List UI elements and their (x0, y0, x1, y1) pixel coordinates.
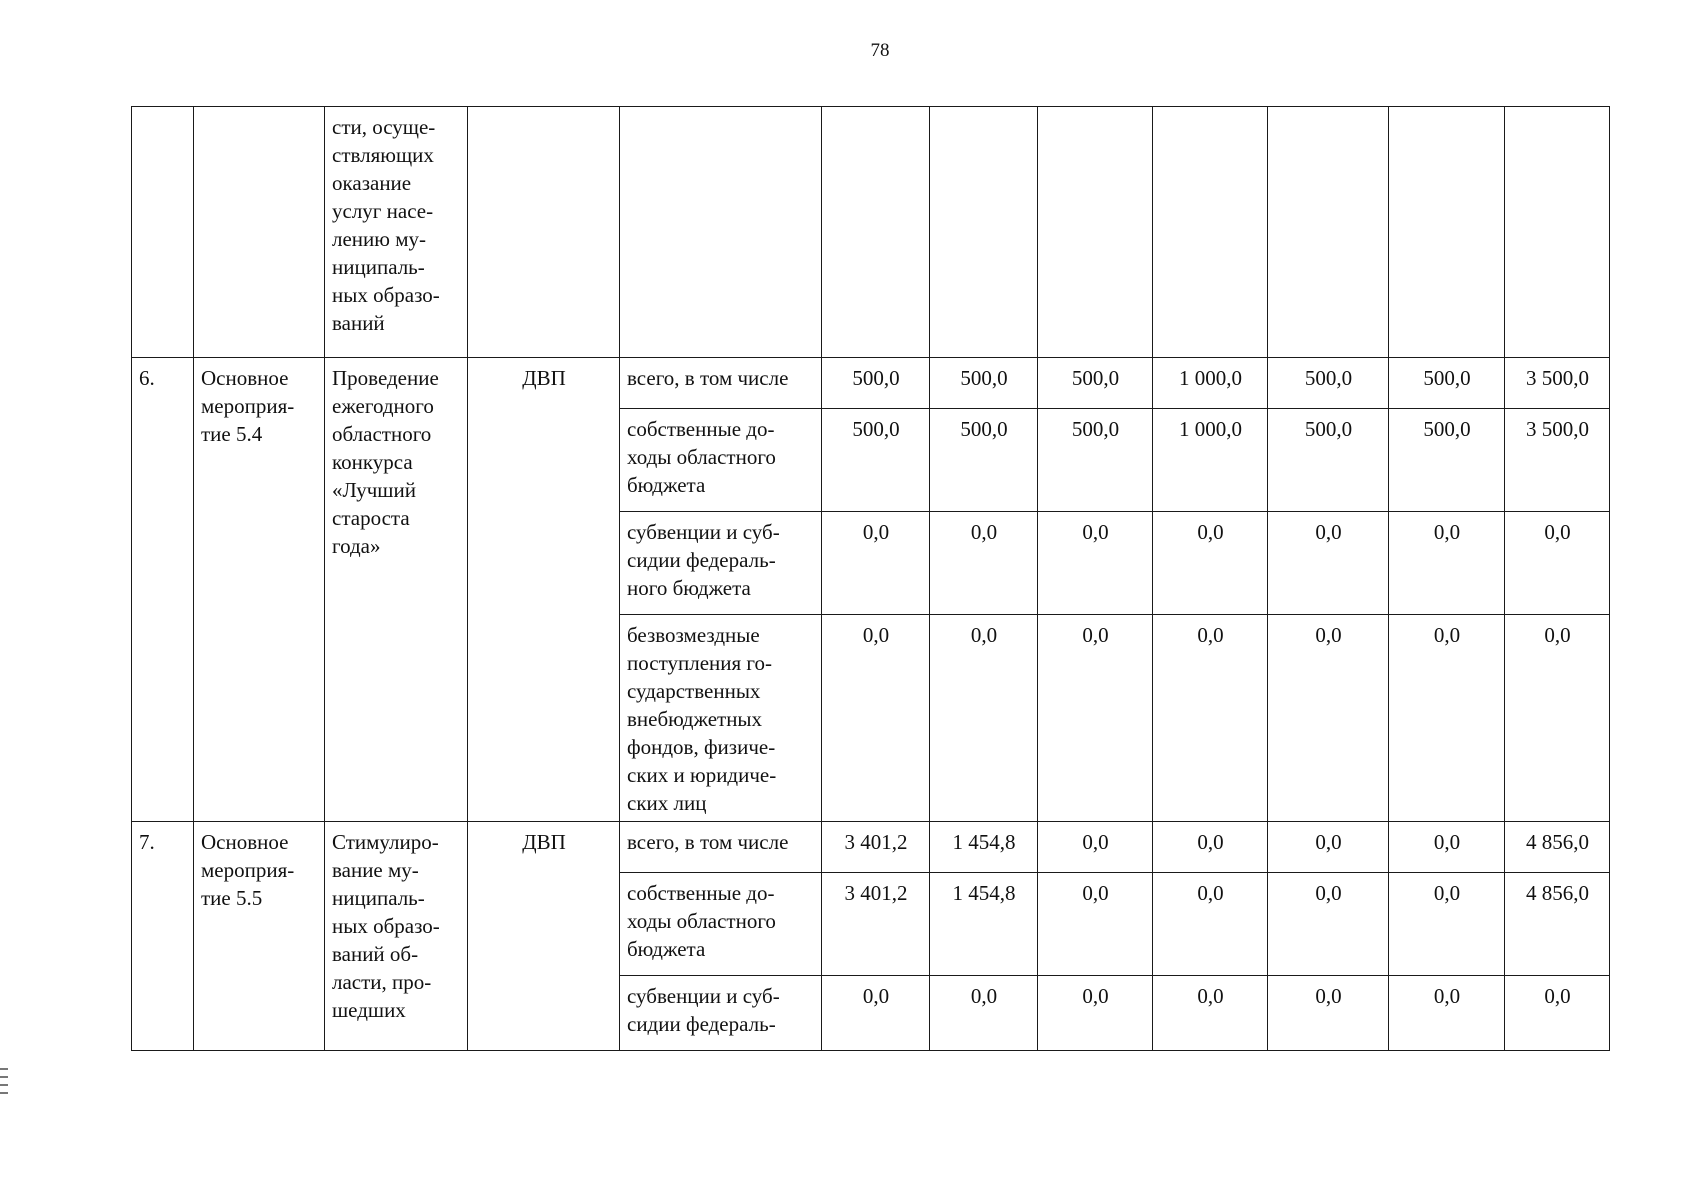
scan-mark (0, 1068, 8, 1070)
cell-value: 0,0 (1268, 873, 1389, 976)
cell-value: 0,0 (1153, 822, 1268, 873)
table-row (132, 107, 1610, 358)
scan-margin-marks (0, 1068, 10, 1100)
cell-value (1268, 107, 1389, 358)
cell-value: 0,0 (1268, 615, 1389, 822)
cell-value: 500,0 (930, 409, 1038, 512)
cell-value (1038, 107, 1153, 358)
cell-source: всего, в том числе (620, 822, 822, 873)
cell-executor: ДВП (468, 358, 620, 822)
cell-type: Основное мероприя- тие 5.4 (194, 358, 325, 822)
table-row (132, 822, 1610, 873)
page-number: 78 (870, 40, 890, 61)
cell-value: 0,0 (1389, 976, 1505, 1051)
cell-value: 0,0 (1505, 512, 1610, 615)
cell-value: 0,0 (1389, 512, 1505, 615)
cell-value: 0,0 (1153, 615, 1268, 822)
cell-value: 500,0 (822, 358, 930, 409)
cell-num: 7. (132, 822, 194, 1051)
scan-mark (0, 1092, 8, 1094)
cell-value: 0,0 (1038, 976, 1153, 1051)
cell-value: 0,0 (930, 615, 1038, 822)
cell-type: Основное мероприя- тие 5.5 (194, 822, 325, 1051)
cell-num (132, 107, 194, 358)
table-row (132, 358, 1610, 409)
cell-type (194, 107, 325, 358)
cell-value: 0,0 (1038, 873, 1153, 976)
cell-value: 500,0 (930, 358, 1038, 409)
scan-mark (0, 1076, 8, 1078)
cell-value: 3 401,2 (822, 873, 930, 976)
cell-value: 4 856,0 (1505, 873, 1610, 976)
cell-value: 500,0 (1389, 358, 1505, 409)
cell-source: субвенции и суб- сидии федераль- ного бюджета (620, 512, 822, 615)
cell-value: 0,0 (1268, 822, 1389, 873)
cell-value: 0,0 (822, 512, 930, 615)
cell-value (1389, 107, 1505, 358)
cell-value: 0,0 (1389, 822, 1505, 873)
cell-value: 0,0 (1038, 822, 1153, 873)
cell-executor (468, 107, 620, 358)
cell-source: субвенции и суб- сидии федераль- (620, 976, 822, 1051)
scan-mark (0, 1084, 8, 1086)
cell-value: 500,0 (1038, 409, 1153, 512)
cell-value: 0,0 (822, 615, 930, 822)
cell-name: Стимулиро- вание му- ниципаль- ных образо- ваний об- ласти, про- шедших (325, 822, 468, 1051)
cell-source: всего, в том числе (620, 358, 822, 409)
cell-value: 0,0 (1268, 976, 1389, 1051)
cell-value: 500,0 (1268, 409, 1389, 512)
cell-value: 0,0 (822, 976, 930, 1051)
cell-value: 500,0 (822, 409, 930, 512)
cell-value: 3 500,0 (1505, 358, 1610, 409)
cell-value: 500,0 (1268, 358, 1389, 409)
cell-value: 0,0 (1038, 512, 1153, 615)
cell-value: 0,0 (1153, 873, 1268, 976)
cell-value: 3 500,0 (1505, 409, 1610, 512)
cell-value: 0,0 (930, 976, 1038, 1051)
cell-value (1153, 107, 1268, 358)
cell-value: 0,0 (1153, 976, 1268, 1051)
cell-value: 1 454,8 (930, 822, 1038, 873)
cell-value: 500,0 (1389, 409, 1505, 512)
cell-source (620, 107, 822, 358)
cell-source: безвозмездные поступления го- сударственных внебюджетных фондов, физиче- ских и юридиче- ских лиц (620, 615, 822, 822)
cell-value: 0,0 (1038, 615, 1153, 822)
cell-name: сти, осуще- ствляющих оказание услуг насе- лению му- ниципаль- ных образо- ваний (325, 107, 468, 358)
cell-value (930, 107, 1038, 358)
cell-value: 1 000,0 (1153, 358, 1268, 409)
cell-value: 1 454,8 (930, 873, 1038, 976)
cell-value: 1 000,0 (1153, 409, 1268, 512)
cell-value: 4 856,0 (1505, 822, 1610, 873)
cell-value: 0,0 (1505, 976, 1610, 1051)
cell-source: собственные до- ходы областного бюджета (620, 409, 822, 512)
cell-num: 6. (132, 358, 194, 822)
cell-value: 0,0 (1505, 615, 1610, 822)
cell-value: 0,0 (1153, 512, 1268, 615)
cell-value: 3 401,2 (822, 822, 930, 873)
cell-value (822, 107, 930, 358)
cell-name: Проведение ежегодного областного конкурса «Лучший староста года» (325, 358, 468, 822)
funding-table (131, 106, 1610, 1051)
cell-value: 0,0 (1389, 615, 1505, 822)
cell-executor: ДВП (468, 822, 620, 1051)
cell-value (1505, 107, 1610, 358)
cell-value: 0,0 (930, 512, 1038, 615)
cell-value: 0,0 (1389, 873, 1505, 976)
cell-value: 0,0 (1268, 512, 1389, 615)
cell-source: собственные до- ходы областного бюджета (620, 873, 822, 976)
cell-value: 500,0 (1038, 358, 1153, 409)
